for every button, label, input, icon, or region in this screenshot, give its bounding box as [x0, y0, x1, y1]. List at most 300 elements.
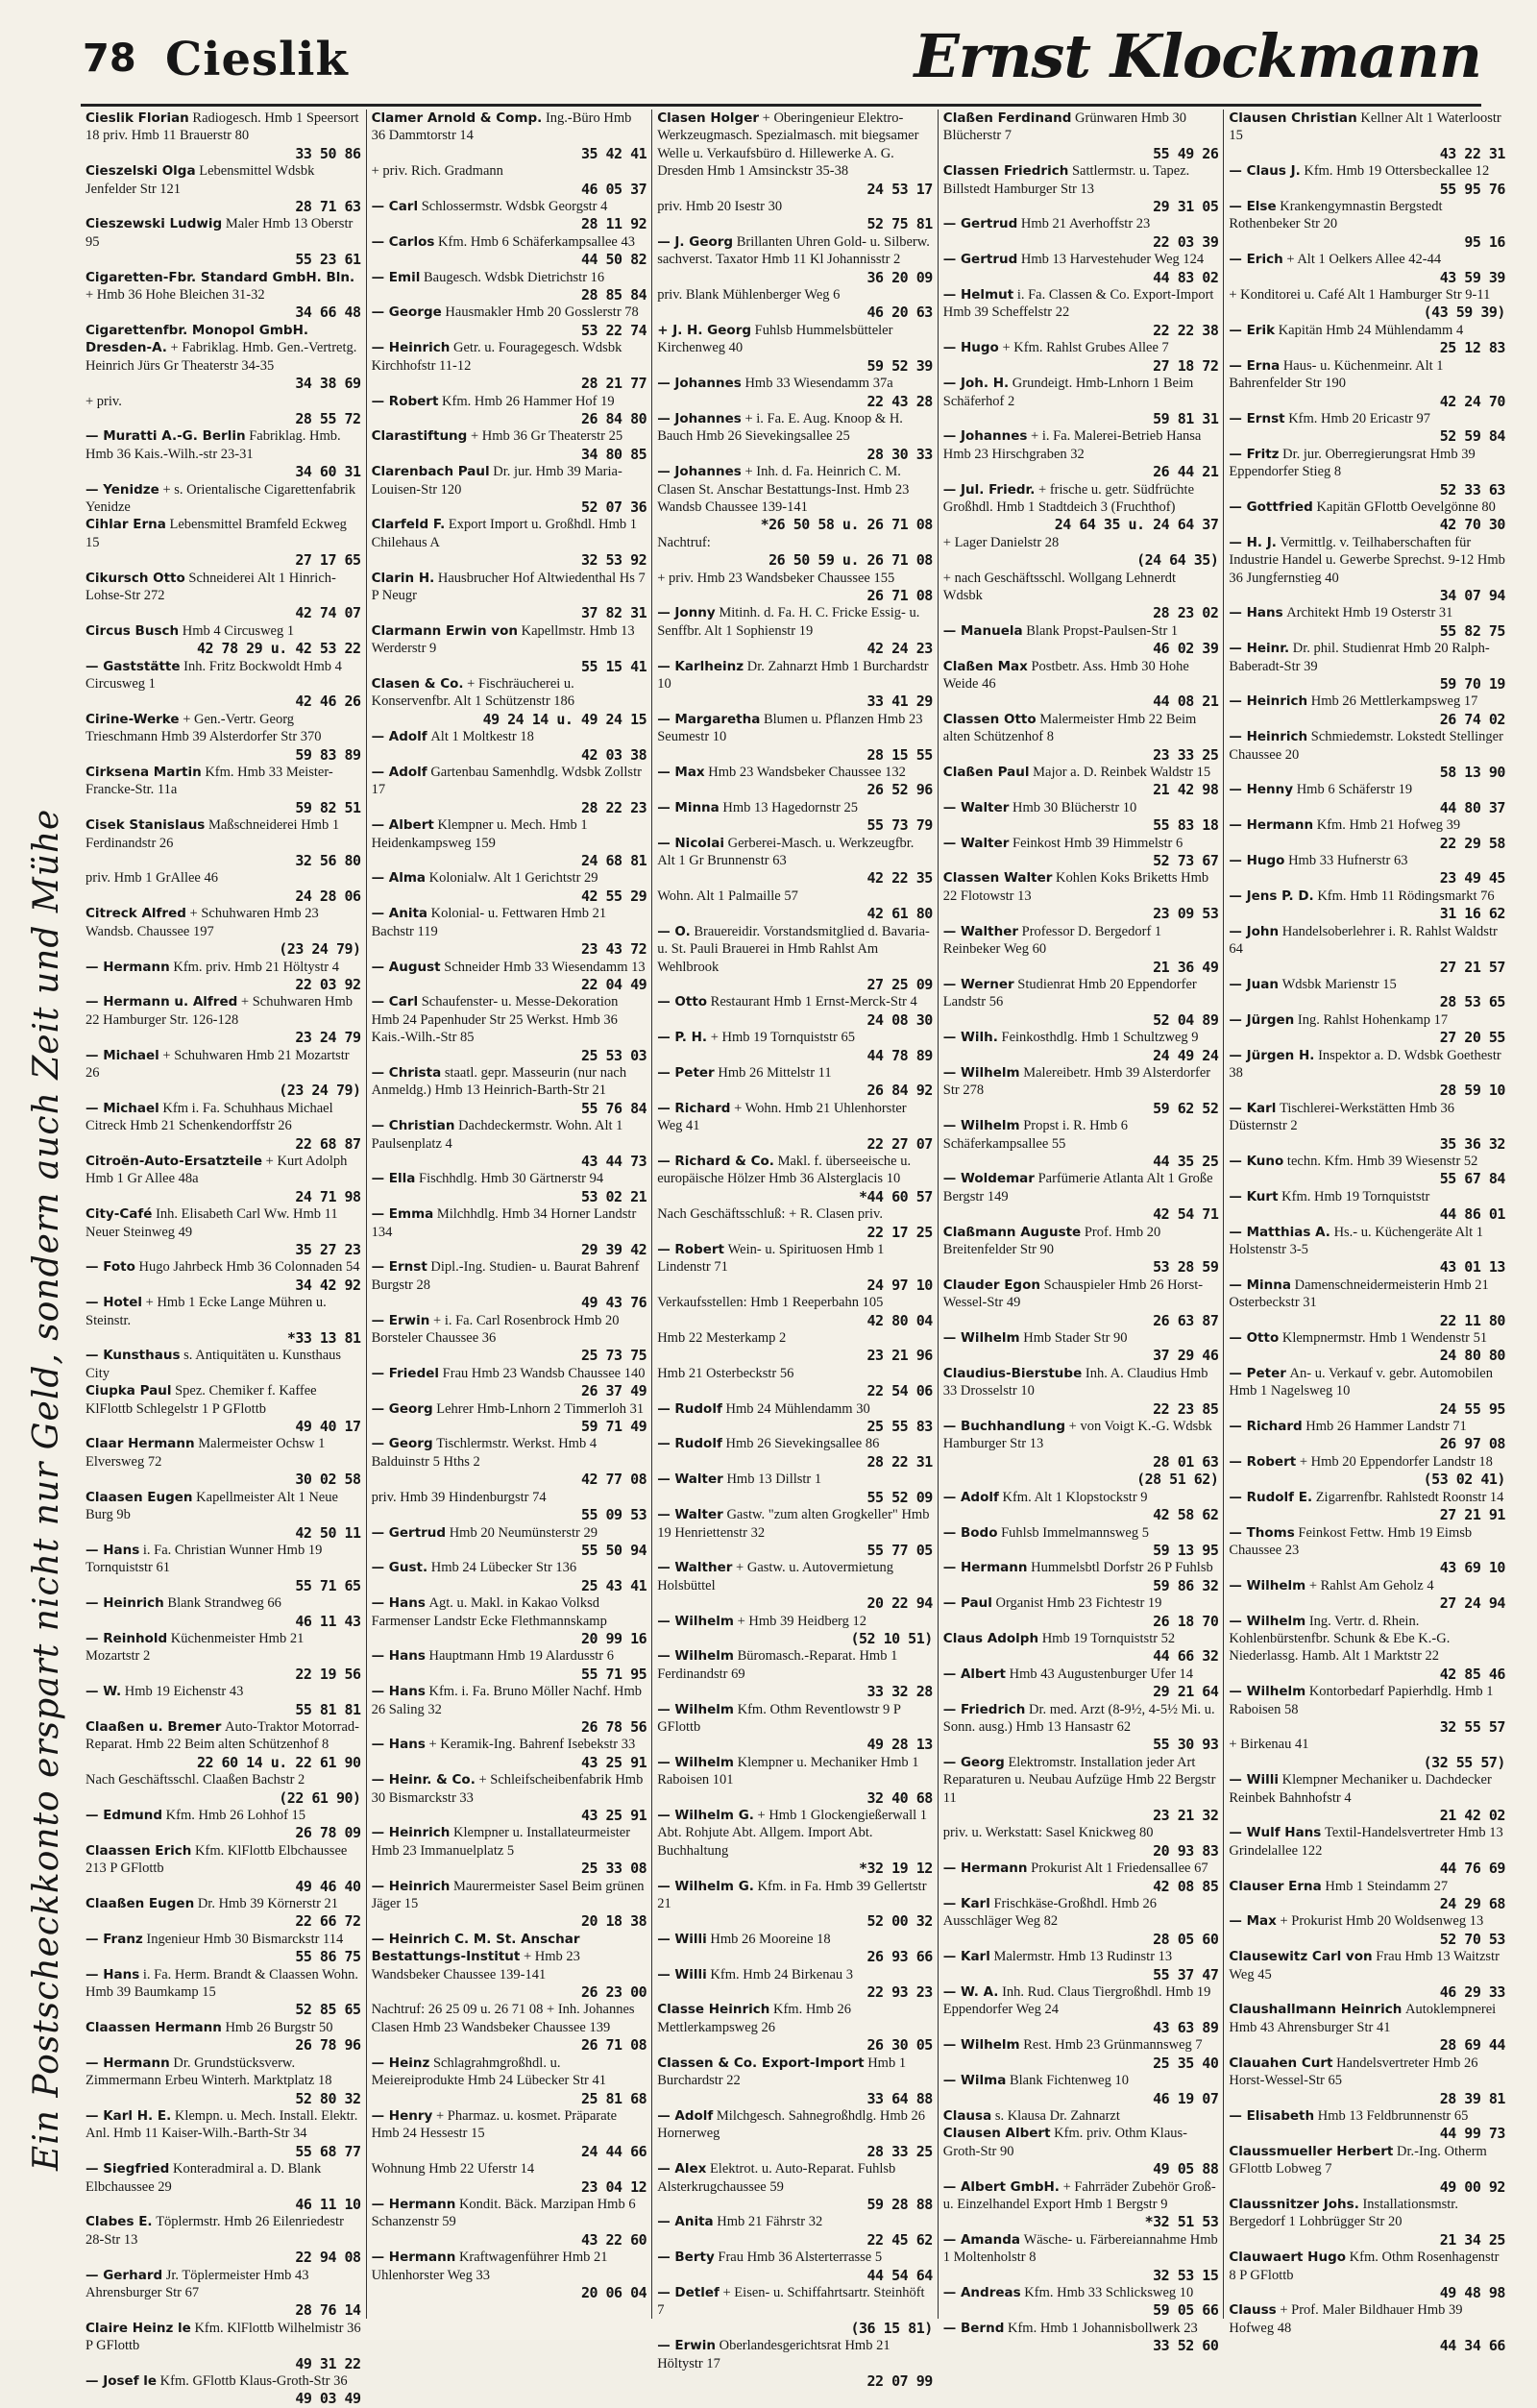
entry-name: Claussnitzer Johs.	[1229, 2196, 1359, 2212]
entry-name: — Otto	[1229, 1330, 1280, 1347]
entry-description: Inh. Rud. Claus Tiergroßhdl. Hmb 19 Eppendorfer Weg 24	[942, 1984, 1211, 2018]
entry-description: Fabriklag. Hmb. Hmb 36 Kais.-Wilh.-str 23-31	[85, 428, 341, 462]
entry-description: Kfm. Hmb 26 Hammer Hof 19	[442, 393, 615, 409]
entry-description: Hmb 43 Augustenburger Ufer 14	[1009, 1666, 1194, 1682]
directory-entry	[372, 2055, 647, 2107]
entry-phone: 55 50 94	[580, 1541, 647, 1559]
directory-entry	[943, 1860, 1219, 1895]
entry-description: + priv. Hmb 23 Wandsbeker Chaussee 155	[657, 570, 895, 586]
entry-description: Büromasch.-Reparat. Hmb 1 Ferdinandstr 69	[657, 1648, 898, 1682]
entry-name: — Carlos	[371, 233, 435, 250]
entry-phone: 22 43 28	[866, 392, 933, 410]
entry-name: — Christa	[371, 1064, 442, 1081]
directory-entry	[372, 1683, 647, 1736]
entry-phone: 21 34 25	[1439, 2230, 1505, 2249]
entry-phone: 34 42 92	[295, 1276, 361, 1294]
entry-description: staatl. gepr. Masseurin (nur nach Anmeldg.) Hmb 13 Heinrich-Barth-Str 21	[371, 1064, 627, 1099]
entry-phone: 55 37 47	[1153, 1965, 1219, 1983]
directory-entry	[85, 1895, 361, 1931]
entry-description: Wein- u. Spirituosen Hmb 1 Lindenstr 71	[657, 1242, 885, 1276]
directory-entry	[943, 835, 1219, 870]
entry-description: Hmb 24 Lübecker Str 136	[430, 1560, 577, 1576]
entry-phone: 22 60 14 u. 22 61 90	[196, 1753, 361, 1771]
entry-phone: 34 60 31	[295, 463, 361, 481]
directory-entry	[657, 1241, 933, 1294]
directory-entry	[372, 393, 647, 428]
entry-name: — George	[371, 304, 442, 321]
entry-description: Wdsbk Marienstr 15	[1281, 976, 1397, 992]
directory-column	[1224, 109, 1510, 2355]
entry-name: — Thoms	[1229, 1524, 1295, 1541]
entry-phone: (53 02 41)	[1423, 1471, 1505, 1489]
directory-entry	[85, 2213, 361, 2266]
entry-phone: 24 68 81	[580, 852, 647, 870]
entry-description: + Birkenau 41	[1229, 1737, 1309, 1753]
entry-phone: 23 49 45	[1439, 869, 1505, 888]
entry-name: — Woldemar	[942, 1171, 1035, 1187]
entry-name: — Emma	[371, 1206, 434, 1223]
entry-phone: 52 80 32	[295, 2089, 361, 2107]
directory-entry	[943, 1418, 1219, 1471]
directory-entry	[372, 764, 647, 816]
entry-description: + i. Fa. E. Aug. Knoop & H. Bauch Hmb 26 Sievekingsallee 25	[657, 410, 903, 445]
directory-entry	[943, 2320, 1219, 2355]
entry-name: — Heinrich	[85, 1595, 164, 1612]
entry-name: — Edmund	[85, 1808, 163, 1823]
entry-phone: (32 55 57)	[1423, 1753, 1505, 1771]
directory-entry	[657, 1647, 933, 1700]
directory-entry	[85, 2160, 361, 2213]
entry-phone: 24 44 66	[580, 2142, 647, 2160]
directory-entry	[657, 1205, 933, 1241]
entry-description: Kapitän Hmb 24 Mühlendamm 4	[1278, 322, 1464, 338]
entry-name: — Richard	[1229, 1419, 1303, 1435]
directory-entry	[1229, 1577, 1505, 1613]
entry-description: Hmb 4 Circusweg 1	[182, 622, 295, 639]
entry-phone: 34 38 69	[295, 375, 361, 393]
directory-entry	[1229, 852, 1505, 888]
entry-description: + priv. Rich. Gradmann	[371, 163, 503, 180]
entry-name: — August	[371, 959, 441, 975]
directory-entry	[85, 1842, 361, 1895]
entry-description: Ingenieur Hmb 30 Bismarckstr 114	[146, 1931, 344, 1947]
entry-description: + Oberingenieur Elektro-Werkzeugmasch. Spezialmasch. mit biegsamer Welle u. Verkaufsbüro d. Hillewerke A. G. Dresden Hmb 1 Amsinckstr 35-38	[657, 110, 919, 180]
entry-name: — Heinrich C. M. St. Anschar Bestattungs-Institut	[371, 1931, 580, 1965]
entry-name: — Jürgen H.	[1229, 1047, 1315, 1063]
entry-phone: 29 31 05	[1153, 198, 1219, 216]
entry-description: Kfm. Hmb 33 Schlicksweg 10	[1024, 2284, 1194, 2300]
directory-entry	[657, 286, 933, 322]
entry-name: — Georg	[942, 1754, 1005, 1770]
directory-entry	[85, 162, 361, 215]
entry-description: Blumen u. Pflanzen Hmb 23 Seumestr 10	[657, 711, 923, 745]
entry-phone: 59 82 51	[295, 798, 361, 816]
entry-name: — Wilhelm G.	[657, 1808, 754, 1823]
entry-name: Clauahen Curt	[1229, 2055, 1333, 2071]
directory-entry	[372, 1878, 647, 1931]
entry-name: — Hans	[85, 1542, 140, 1558]
entry-phone: 31 16 62	[1439, 905, 1505, 923]
directory-entry	[372, 233, 647, 269]
entry-description: + Pharmaz. u. kosmet. Präparate Hmb 24 Hessestr 15	[371, 2107, 618, 2142]
entry-phone: 24 29 68	[1439, 1895, 1505, 1913]
entry-name: — Hugo	[942, 340, 999, 356]
entry-phone: 49 40 17	[295, 1418, 361, 1436]
entry-phone: 55 86 75	[295, 1948, 361, 1966]
entry-description: Dr. jur. Oberregierungsrat Hmb 39 Eppendorfer Stieg 8	[1229, 446, 1476, 480]
entry-phone: 59 52 39	[866, 356, 933, 375]
entry-description: Hmb 33 Hufnerstr 63	[1288, 853, 1408, 869]
entry-name: City-Café	[85, 1206, 153, 1223]
directory-entry	[372, 463, 647, 516]
entry-name: — Hermann	[942, 1861, 1028, 1877]
entry-phone: 49 28 13	[866, 1736, 933, 1754]
entry-description: Professor D. Bergedorf 1 Reinbeker Weg 60	[942, 923, 1162, 958]
entry-name: — Johannes	[942, 428, 1028, 445]
directory-entry	[943, 2125, 1219, 2177]
entry-description: priv. Hmb 20 Isestr 30	[657, 199, 783, 215]
entry-description: Parfümerie Atlanta Alt 1 Große Bergstr 149	[942, 1171, 1213, 1204]
entry-phone: 55 83 18	[1153, 816, 1219, 835]
directory-entry	[657, 1153, 933, 1205]
directory-entry	[85, 1489, 361, 1542]
entry-description: + s. Orientalische Cigarettenfabrik Yenidze	[85, 481, 356, 515]
directory-entry	[657, 410, 933, 463]
entry-phone: 49 46 40	[295, 1877, 361, 1895]
directory-entry	[943, 1029, 1219, 1064]
entry-description: Nach Geschäftsschl. Claaßen Bachstr 2	[85, 1772, 305, 1788]
entry-description: Maßschneiderei Hmb 1 Ferdinandstr 26	[85, 817, 340, 851]
directory-entry	[85, 516, 361, 569]
directory-entry	[657, 1931, 933, 1966]
directory-entry	[943, 1630, 1219, 1666]
entry-description: + Hmb 36 Hohe Bleichen 31-32	[85, 287, 265, 304]
entry-name: — Alma	[371, 870, 427, 887]
entry-name: — Ernst	[371, 1259, 427, 1276]
entry-name: Classen Otto	[942, 711, 1037, 727]
entry-name: — Walther	[657, 1560, 733, 1576]
entry-phone: (43 59 39)	[1423, 304, 1505, 322]
entry-description: s. Klausa Dr. Zahnarzt	[994, 2107, 1120, 2124]
entry-name: Clausa	[942, 2107, 992, 2124]
entry-description: priv. Blank Mühlenberger Weg 6	[657, 287, 841, 304]
entry-name: — Adolf	[371, 765, 427, 781]
entry-phone: 42 08 85	[1153, 1877, 1219, 1895]
entry-phone: 32 56 80	[295, 852, 361, 870]
directory-entry	[372, 2160, 647, 2196]
entry-description: Postbetr. Ass. Hmb 30 Hohe Weide 46	[942, 658, 1189, 692]
entry-phone: 30 02 58	[295, 1471, 361, 1489]
entry-name: Claar Hermann	[85, 1436, 195, 1452]
entry-description: + Gastw. u. Autovermietung Holsbüttel	[657, 1560, 893, 1593]
entry-name: — Else	[1229, 199, 1277, 215]
entry-name: — Bernd	[942, 2320, 1005, 2336]
entry-phone: 32 53 92	[580, 551, 647, 570]
entry-phone: 55 73 79	[866, 816, 933, 835]
entry-description: Wohn. Alt 1 Palmaille 57	[657, 888, 798, 904]
entry-description: + i. Fa. Malerei-Betrieb Hansa Hmb 23 Hirschgraben 32	[942, 428, 1202, 462]
entry-phone: 26 71 08	[866, 586, 933, 604]
entry-description: Elektromstr. Installation jeder Art Reparaturen u. Neubau Aufzüge Hmb 22 Bergstr 11	[942, 1754, 1216, 1806]
directory-entry	[372, 2001, 647, 2054]
entry-description: + Schleifscheibenfabrik Hmb 30 Bismarckstr 33	[371, 1772, 644, 1806]
entry-phone: 55 30 93	[1153, 1736, 1219, 1754]
entry-phone: 59 70 19	[1439, 675, 1505, 693]
entry-description: + Prokurist Hmb 20 Woldsenweg 13	[1280, 1913, 1484, 1930]
entry-name: — Alex	[657, 2161, 707, 2177]
entry-phone: 49 00 92	[1439, 2177, 1505, 2196]
entry-description: Ing. Rahlst Hohenkamp 17	[1297, 1011, 1449, 1028]
directory-entry	[657, 1435, 933, 1471]
entry-phone: 43 22 31	[1439, 144, 1505, 162]
directory-entry	[85, 1153, 361, 1205]
directory-entry	[1229, 2249, 1505, 2301]
directory-entry	[1229, 816, 1505, 852]
directory-entry	[1229, 923, 1505, 976]
directory-entry	[943, 286, 1219, 339]
directory-entry	[85, 2019, 361, 2055]
entry-name: — Heinrich	[1229, 729, 1308, 745]
directory-entry	[372, 1170, 647, 1205]
entry-phone: 28 23 02	[1153, 604, 1219, 622]
entry-description: Haus- u. Küchenmeinr. Alt 1 Bahrenfelder Str 190	[1229, 357, 1444, 392]
entry-phone: 59 83 89	[295, 745, 361, 764]
directory-entry	[1229, 1418, 1505, 1453]
entry-phone: (52 10 51)	[850, 1629, 933, 1647]
directory-entry	[943, 1948, 1219, 1983]
entry-phone: 25 35 40	[1153, 2054, 1219, 2072]
entry-description: Hausmakler Hmb 20 Gosslerstr 78	[445, 304, 639, 321]
entry-description: Prokurist Alt 1 Friedensallee 67	[1031, 1861, 1208, 1877]
entry-phone: 55 15 41	[580, 657, 647, 675]
directory-entry	[943, 1224, 1219, 1277]
directory-entry	[85, 1205, 361, 1258]
entry-name: Claßen Ferdinand	[942, 110, 1072, 126]
entry-description: Hmb 13 Hagedornstr 25	[722, 799, 858, 815]
entry-phone: 24 55 95	[1439, 1399, 1505, 1418]
directory-entry	[657, 2284, 933, 2337]
entry-description: Hmb 21 Averhoffstr 23	[1020, 216, 1151, 232]
entry-name: Claßen Max	[942, 658, 1028, 674]
entry-phone: 49 43 76	[580, 1294, 647, 1312]
entry-phone: (23 24 79)	[279, 940, 361, 959]
entry-name: — Robert	[1229, 1453, 1297, 1470]
directory-entry	[657, 2107, 933, 2160]
entry-name: Cieszewski Ludwig	[85, 216, 223, 232]
directory-entry	[657, 1365, 933, 1400]
directory-entry	[1229, 1948, 1505, 2001]
entry-name: — Richard	[657, 1100, 731, 1116]
directory-entry	[943, 2072, 1219, 2107]
entry-name: — Johannes	[657, 410, 742, 426]
directory-entry	[1229, 1329, 1505, 1365]
directory-entry	[657, 375, 933, 410]
entry-phone: 46 05 37	[580, 180, 647, 198]
directory-entry	[943, 1666, 1219, 1701]
entry-phone: 42 61 80	[866, 905, 933, 923]
entry-name: — Reinhold	[85, 1630, 168, 1646]
directory-entry	[372, 816, 647, 869]
directory-entry	[372, 109, 647, 162]
directory-entry	[372, 728, 647, 764]
entry-name: Classen & Co. Export-Import	[657, 2055, 865, 2071]
entry-description: Schlossermstr. Wdsbk Georgstr 4	[421, 199, 608, 215]
entry-name: — Kuno	[1229, 1153, 1284, 1169]
directory-entry	[372, 993, 647, 1064]
entry-phone: 55 23 61	[295, 251, 361, 269]
entry-phone: 28 33 25	[866, 2142, 933, 2160]
entry-name: — Hans	[371, 1684, 426, 1700]
entry-phone: 22 07 99	[866, 2372, 933, 2390]
entry-phone: 42 54 71	[1153, 1205, 1219, 1224]
directory-entry	[85, 1542, 361, 1594]
entry-name: Cisek Stanislaus	[85, 817, 206, 834]
entry-phone: 42 85 46	[1439, 1665, 1505, 1683]
entry-name: — Wilhelm	[657, 1613, 734, 1629]
entry-name: — Hermann	[85, 2055, 170, 2071]
directory-entry	[85, 2107, 361, 2160]
entry-phone: 26 97 08	[1439, 1435, 1505, 1453]
directory-entry	[372, 427, 647, 463]
entry-description: Hmb 19 Eichenstr 43	[124, 1684, 244, 1700]
entry-name: — Willi	[1229, 1772, 1279, 1788]
entry-description: Kfm. Hmb 1 Johannisbollwerk 23	[1007, 2320, 1198, 2336]
entry-description: Malermeister Hmb 22 Beim alten Schützenhof 8	[942, 711, 1197, 745]
entry-description: Kapellmstr. Hmb 13 Werderstr 9	[371, 622, 635, 657]
entry-phone: 33 32 28	[866, 1683, 933, 1701]
entry-description: techn. Kfm. Hmb 39 Wiesenstr 52	[1286, 1153, 1478, 1169]
entry-description: Textil-Handelsvertreter Hmb 13 Grindelallee 122	[1229, 1825, 1503, 1859]
entry-description: Inspektor a. D. Wdsbk Goethestr 38	[1229, 1047, 1501, 1081]
directory-entry	[943, 1170, 1219, 1223]
entry-description: Kfm. Hmb 6 Schäferkampsallee 43	[438, 233, 635, 250]
directory-entry	[657, 2213, 933, 2249]
directory-entry	[1229, 1736, 1505, 1771]
directory-entry	[943, 1489, 1219, 1524]
entry-description: Töplermstr. Hmb 26 Eilenriedestr 28-Str 13	[85, 2214, 344, 2248]
entry-phone: 43 44 73	[580, 1152, 647, 1170]
directory-entry	[1229, 162, 1505, 198]
entry-phone: 22 22 38	[1153, 321, 1219, 339]
entry-name: — Werner	[942, 976, 1014, 992]
entry-description: Hmb 1 Steindamm 27	[1325, 1878, 1449, 1894]
entry-description: Tischlermstr. Werkst. Hmb 4 Balduinstr 5 Hths 2	[371, 1436, 598, 1470]
entry-description: Lehrer Hmb-Lnhorn 2 Timmerloh 31	[436, 1400, 645, 1417]
entry-name: — Jonny	[657, 605, 716, 621]
entry-phone: 55 77 05	[866, 1541, 933, 1559]
directory-entry	[1229, 1365, 1505, 1418]
entry-description: Hmb 26 Burgstr 50	[225, 2019, 333, 2035]
entry-description: + Fabriklag. Hmb. Gen.-Vertretg. Heinrich Jürs Gr Theaterstr 34-35	[85, 340, 357, 374]
entry-description: Kellner Alt 1 Waterloostr 15	[1229, 110, 1501, 144]
entry-description: + Gen.-Vertr. Georg Trieschmann Hmb 39 Alsterdorfer Str 370	[85, 711, 322, 745]
entry-phone: *32 51 53	[1144, 2213, 1219, 2231]
entry-name: — Minna	[1229, 1277, 1291, 1293]
entry-description: Hmb 26 Mittelstr 11	[718, 1064, 832, 1081]
entry-phone: 42 80 04	[866, 1311, 933, 1329]
entry-description: Lebensmittel Bramfeld Eckweg 15	[85, 517, 347, 550]
entry-description: Blank Strandweg 66	[167, 1595, 281, 1612]
directory-entry	[85, 269, 361, 322]
directory-entry	[657, 2337, 933, 2390]
entry-description: Schauspieler Hmb 26 Horst-Wessel-Str 49	[942, 1277, 1204, 1311]
entry-phone: 42 03 38	[580, 745, 647, 764]
entry-phone: 32 40 68	[866, 1788, 933, 1807]
entry-name: — Gust.	[371, 1560, 428, 1576]
entry-description: Kfm. Othm Rosenhagenstr 8 P GFlottb	[1229, 2250, 1500, 2283]
entry-name: — Adolf	[942, 1489, 999, 1505]
entry-name: Claushallmann Heinrich	[1229, 2002, 1403, 2018]
directory-entry	[657, 711, 933, 764]
entry-description: Blank Fichtenweg 10	[1009, 2073, 1129, 2089]
entry-name: — Wilhelm	[657, 1754, 734, 1770]
entry-name: — Juan	[1229, 976, 1279, 992]
entry-description: Rest. Hmb 23 Grünmannsweg 7	[1023, 2037, 1203, 2054]
entry-phone: 53 22 74	[580, 321, 647, 339]
entry-phone: 44 50 82	[580, 251, 647, 269]
entry-name: Classen Walter	[942, 870, 1053, 887]
directory-entry	[943, 534, 1219, 570]
entry-phone: 26 37 49	[580, 1382, 647, 1400]
entry-phone: 49 24 14 u. 49 24 15	[482, 710, 647, 728]
directory-entry	[372, 1559, 647, 1594]
entry-description: Schmiedemstr. Lokstedt Stellinger Chaussee 20	[1229, 729, 1503, 763]
entry-description: Sattlermstr. u. Tapez. Billstedt Hamburger Str 13	[942, 163, 1190, 197]
directory-entry	[943, 109, 1219, 162]
entry-description: + Fischräucherei u. Konservenfbr. Alt 1 Schützenstr 186	[371, 676, 575, 710]
entry-name: — Erich	[1229, 252, 1283, 268]
directory-entry	[1229, 534, 1505, 605]
entry-phone: 42 50 11	[295, 1523, 361, 1542]
entry-description: + Schuhwaren Hmb 21 Mozartstr 26	[85, 1047, 350, 1081]
entry-phone: 26 74 02	[1439, 710, 1505, 728]
entry-description: Inh. Fritz Bockwoldt Hmb 4 Circusweg 1	[85, 658, 342, 692]
entry-name: Cirksena Martin	[85, 765, 202, 781]
page-header	[0, 0, 1537, 108]
directory-entry	[943, 1983, 1219, 2036]
publisher-logo: Ernst Klockmann	[914, 21, 1481, 91]
directory-entry	[1229, 2107, 1505, 2143]
entry-phone: 24 80 80	[1439, 1347, 1505, 1365]
directory-entry	[943, 923, 1219, 976]
directory-entry	[657, 604, 933, 657]
entry-description: Feinkosthdlg. Hmb 1 Schultzweg 9	[1001, 1030, 1199, 1046]
entry-phone: 43 01 13	[1439, 1258, 1505, 1277]
entry-phone: 35 42 41	[580, 144, 647, 162]
directory-entry	[943, 1277, 1219, 1329]
entry-name: — Paul	[942, 1595, 992, 1612]
entry-name: — Hermann	[85, 959, 170, 975]
directory-entry	[1229, 1153, 1505, 1188]
entry-phone: 28 15 55	[866, 745, 933, 764]
entry-name: — Max	[1229, 1913, 1277, 1930]
entry-phone: 22 19 56	[295, 1665, 361, 1683]
directory-columns	[81, 109, 1505, 2408]
entry-description: Kolonialw. Alt 1 Gerichtstr 29	[428, 870, 598, 887]
entry-description: priv. Hmb 1 GrAllee 46	[85, 870, 218, 887]
entry-description: Hmb 30 Blücherstr 10	[1012, 799, 1137, 815]
entry-description: Dipl.-Ing. Studien- u. Baurat Bahrenf Burgstr 28	[371, 1259, 640, 1293]
entry-name: — Erik	[1229, 322, 1276, 338]
entry-name: — Wilhelm G.	[657, 1878, 754, 1894]
entry-phone: 42 24 23	[866, 640, 933, 658]
entry-description: Kfm. in Fa. Hmb 39 Gellertstr 21	[657, 1878, 927, 1912]
directory-entry	[943, 2284, 1219, 2320]
directory-entry	[943, 1471, 1219, 1488]
entry-phone: 22 45 62	[866, 2230, 933, 2249]
side-slogan: Ein Postscheckkonto erspart nicht nur Geld, sondern auch Zeit und Mühe	[27, 808, 66, 2171]
entry-description: i. Fa. Christian Wunner Hmb 19 Tornquiststr 61	[85, 1542, 323, 1576]
